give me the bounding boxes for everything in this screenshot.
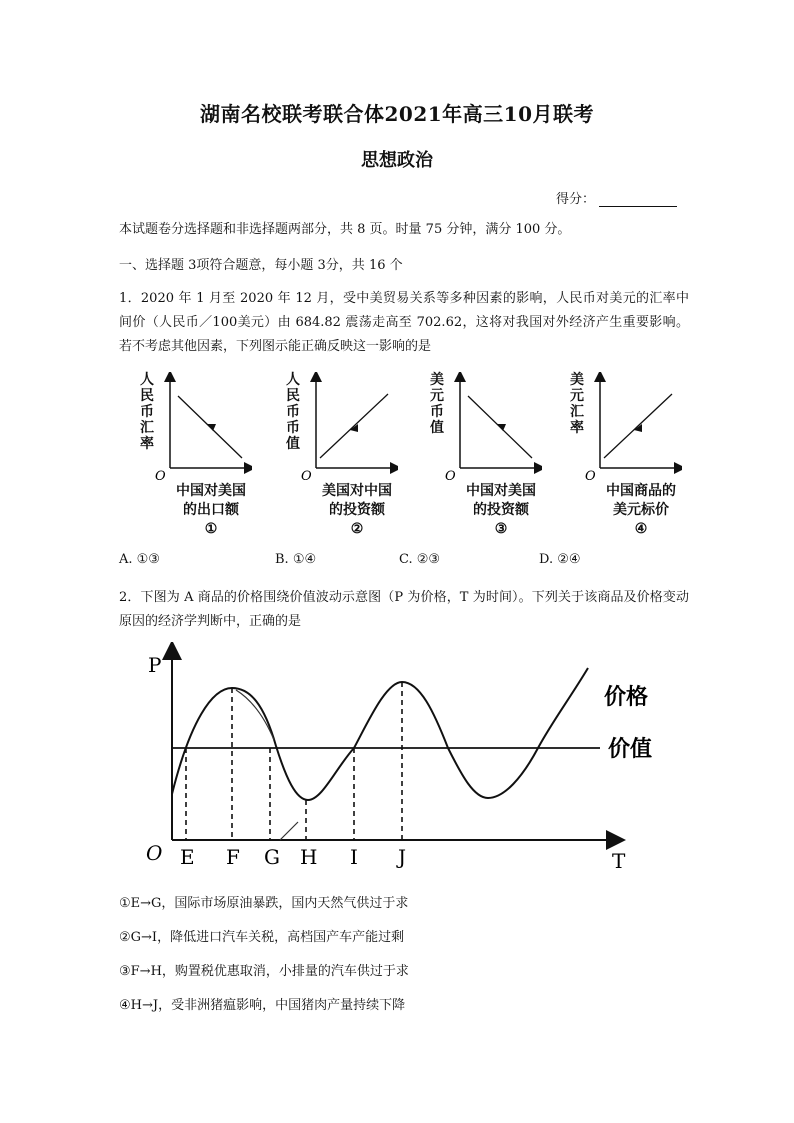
graph-4-number: ④ <box>634 521 648 537</box>
graph-3-caption <box>436 482 566 539</box>
tick-e: E <box>180 845 195 869</box>
choice-a[interactable]: A. ①③ <box>119 552 160 567</box>
graph-3-caption-line1: 中国对美国 <box>466 483 536 499</box>
graph-4-ylabel: 美元汇率 <box>570 372 584 436</box>
graph-2-number: ② <box>350 521 364 537</box>
subject-title: 思想政治 <box>361 150 433 171</box>
graph-3-caption-line2: 的投资额 <box>473 502 529 518</box>
score-label: 得分： <box>556 192 596 207</box>
graph-3 <box>412 372 542 542</box>
value-label: 价值 <box>608 737 653 762</box>
question-1-choices <box>119 552 689 572</box>
graph-3-ylabel: 美元币值 <box>430 372 444 436</box>
price-curve-sketch <box>236 690 274 740</box>
pencil-mark <box>280 822 298 840</box>
price-value-chart <box>140 642 680 874</box>
graph-2-caption-line1: 美国对中国 <box>322 483 392 499</box>
tick-j: J <box>398 845 407 869</box>
graph-1-origin: O <box>155 469 166 482</box>
option-1[interactable]: ①E→G，国际市场原油暴跌，国内天然气供过于求 <box>119 896 409 911</box>
question-1-graphs <box>122 372 692 542</box>
choice-c[interactable]: C. ②③ <box>399 552 441 567</box>
tick-f: F <box>226 845 240 869</box>
score-blank[interactable] <box>599 192 677 207</box>
graph-4-caption-line2: 美元标价 <box>613 502 669 518</box>
graph-1-caption <box>146 482 276 539</box>
question-2-stem: 2．下图为 A 商品的价格围绕价值波动示意图（P 为价格，T 为时间）。下列关于该商品及价格变动原因的经济学判断中，正确的是 <box>119 590 689 629</box>
choice-b[interactable]: B. ①④ <box>275 552 317 567</box>
graph-2-origin: O <box>301 469 312 482</box>
graph-1 <box>122 372 252 542</box>
graph-2 <box>268 372 398 542</box>
section-heading: 一、选择题 3项符合题意，每小题 3分，共 16 个 <box>119 258 403 273</box>
graph-4-caption-line1: 中国商品的 <box>606 483 676 499</box>
graph-4-origin: O <box>585 469 596 482</box>
graph-4 <box>552 372 682 542</box>
option-2[interactable]: ②G→I，降低进口汽车关税，高档国产车产能过剩 <box>119 930 405 945</box>
score-field <box>556 188 677 207</box>
option-4[interactable]: ④H→J，受非洲猪瘟影响，中国猪肉产量持续下降 <box>119 998 406 1013</box>
tick-g: G <box>264 845 280 869</box>
graph-2-ylabel: 人民币币值 <box>286 372 300 452</box>
price-curve <box>172 668 588 800</box>
graph-4-caption <box>576 482 706 539</box>
y-axis-label: P <box>148 653 162 677</box>
graph-2-caption-line2: 的投资额 <box>329 502 385 518</box>
price-label: 价格 <box>604 685 649 710</box>
graph-1-caption-line1: 中国对美国 <box>176 483 246 499</box>
graph-1-number: ① <box>204 521 218 537</box>
exam-intro: 本试题卷分选择题和非选择题两部分，共 8 页。时量 75 分钟，满分 100 分。 <box>119 222 571 237</box>
graph-1-ylabel: 人民币汇率 <box>140 372 154 452</box>
question-1-stem: 1．2020 年 1 月至 2020 年 12 月，受中美贸易关系等多种因素的影响，人民币对美元的汇率中间价（人民币／100美元）由 684.82 震荡走高至 702.62，这将对我国对外经济产生重要影响。若不考虑其他因素，下列图示能正确反映这一影响的是 <box>119 291 689 354</box>
origin-label: O <box>146 841 163 865</box>
option-3[interactable]: ③F→H，购置税优惠取消，小排量的汽车供过于求 <box>119 964 409 979</box>
x-axis-label: T <box>612 849 626 873</box>
tick-h: H <box>300 845 318 869</box>
graph-1-caption-line2: 的出口额 <box>183 502 239 518</box>
choice-d[interactable]: D. ②④ <box>539 552 581 567</box>
tick-i: I <box>350 845 358 869</box>
graph-3-number: ③ <box>494 521 508 537</box>
exam-title: 湖南名校联考联合体2021年高三10月联考 <box>200 102 594 126</box>
graph-3-origin: O <box>445 469 456 482</box>
graph-2-caption <box>292 482 422 539</box>
